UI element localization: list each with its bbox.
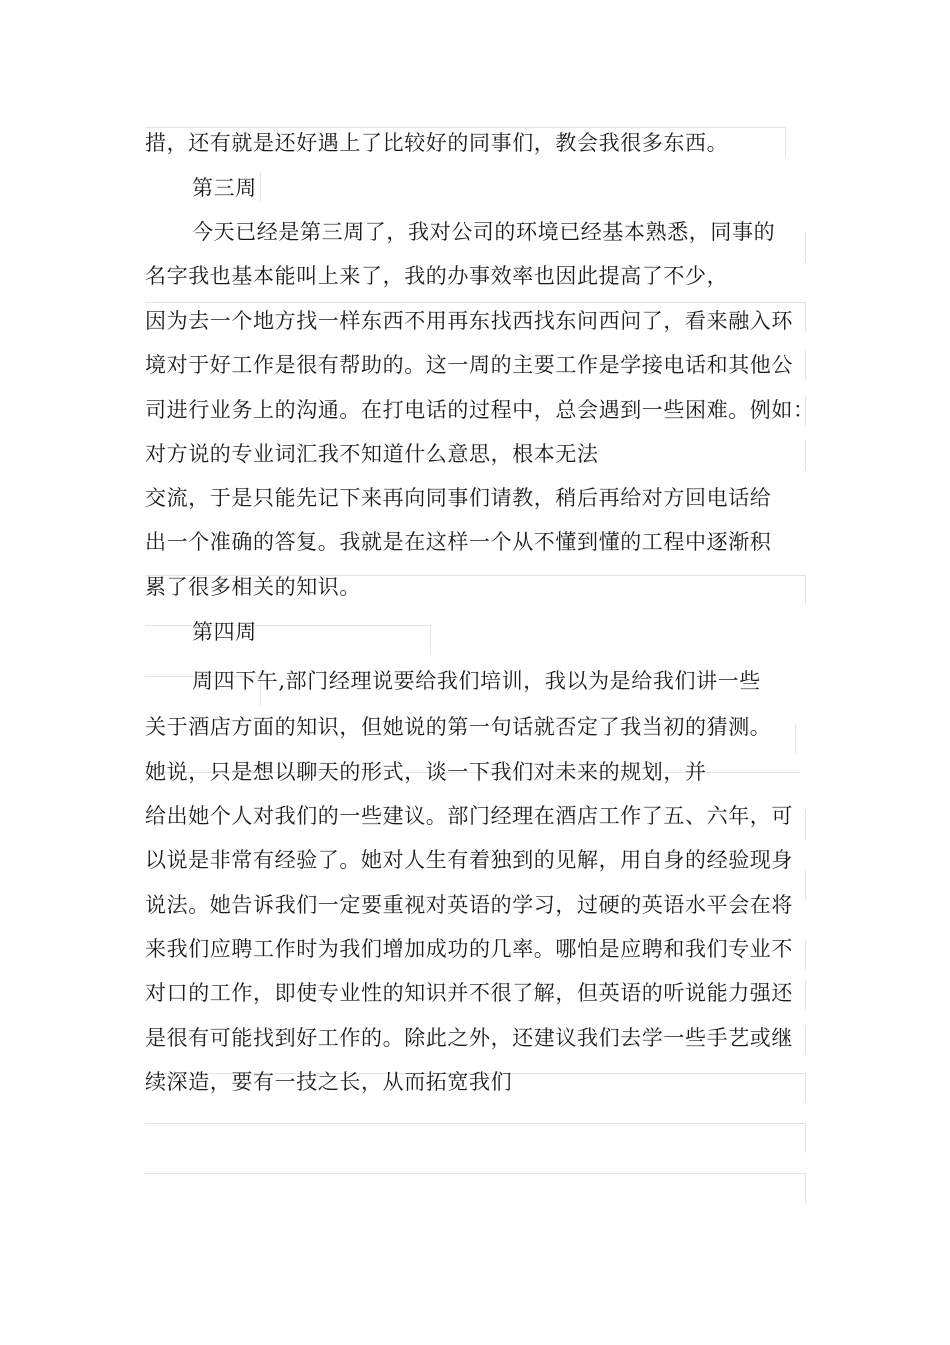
rule-line [260,172,261,202]
paragraph-line: 续深造，要有一技之长，从而拓宽我们 [145,1070,513,1094]
rule-line [785,127,786,157]
rule-line [795,724,796,754]
paragraph-line: 说法。她告诉我们一定要重视对英语的学习，过硬的英语水平会在将 [145,893,793,917]
rule-line [145,302,805,303]
paragraph-line: 对方说的专业词汇我不知道什么意思，根本无法 [145,442,599,466]
paragraph-line: 关于酒店方面的知识，但她说的第一句话就否定了我当初的猜测。 [145,715,772,739]
paragraph-line: 给出她个人对我们的一些建议。部门经理在酒店工作了五、六年，可 [145,804,793,828]
paragraph-line: 以说是非常有经验了。她对人生有着独到的见解，用自身的经验现身 [145,848,793,872]
rule-line [430,625,431,655]
paragraph-line: 对口的工作，即使专业性的知识并不很了解，但英语的听说能力强还 [145,981,793,1005]
paragraph-line: 来我们应聘工作时为我们增加成功的几率。哪怕是应聘和我们专业不 [145,937,793,961]
section-heading-week4: 第四周 [192,620,257,644]
rule-line [805,1123,806,1153]
rule-line [805,575,806,605]
paragraph-line: 出一个准确的答复。我就是在这样一个从不懂到懂的工程中逐渐积 [145,530,772,554]
rule-line [805,350,806,380]
paragraph-line: 司进行业务上的沟通。在打电话的过程中，总会遇到一些困难。例如： [145,398,815,422]
rule-line [805,810,806,840]
rule-line [805,440,806,470]
rule-line [805,232,806,262]
section-heading-week3: 第三周 [192,176,257,200]
paragraph-line: 周四下午,部门经理说要给我们培训，我以为是给我们讲一些 [192,669,761,693]
rule-line [145,1123,805,1124]
paragraph-line: 因为去一个地方找一样东西不用再东找西找东问西问了，看来融入环 [145,309,793,333]
rule-line [145,625,430,626]
paragraph-line: 今天已经是第三周了，我对公司的环境已经基本熟悉，同事的 [192,220,776,244]
rule-line [805,1173,806,1203]
paragraph-line: 交流，于是只能先记下来再向同事们请教，稍后再给对方回电话给 [145,486,772,510]
rule-line [805,302,806,332]
rule-line [805,870,806,900]
paragraph-line: 境对于好工作是很有帮助的。这一周的主要工作是学接电话和其他公 [145,353,793,377]
paragraph-line: 她说，只是想以聊天的形式，谈一下我们对未来的规划，并 [145,760,707,784]
paragraph-line: 措，还有就是还好遇上了比较好的同事们，教会我很多东西。 [145,131,729,155]
rule-line [145,1173,805,1174]
paragraph-line: 是很有可能找到好工作的。除此之外，还建议我们去学一些手艺或继 [145,1026,793,1050]
rule-line [805,980,806,1010]
paragraph-line: 名字我也基本能叫上来了，我的办事效率也因此提高了不少， [145,264,729,288]
rule-line [805,1073,806,1103]
paragraph-line: 累了很多相关的知识。 [145,575,361,599]
rule-line [805,940,806,970]
rule-line [805,1025,806,1055]
